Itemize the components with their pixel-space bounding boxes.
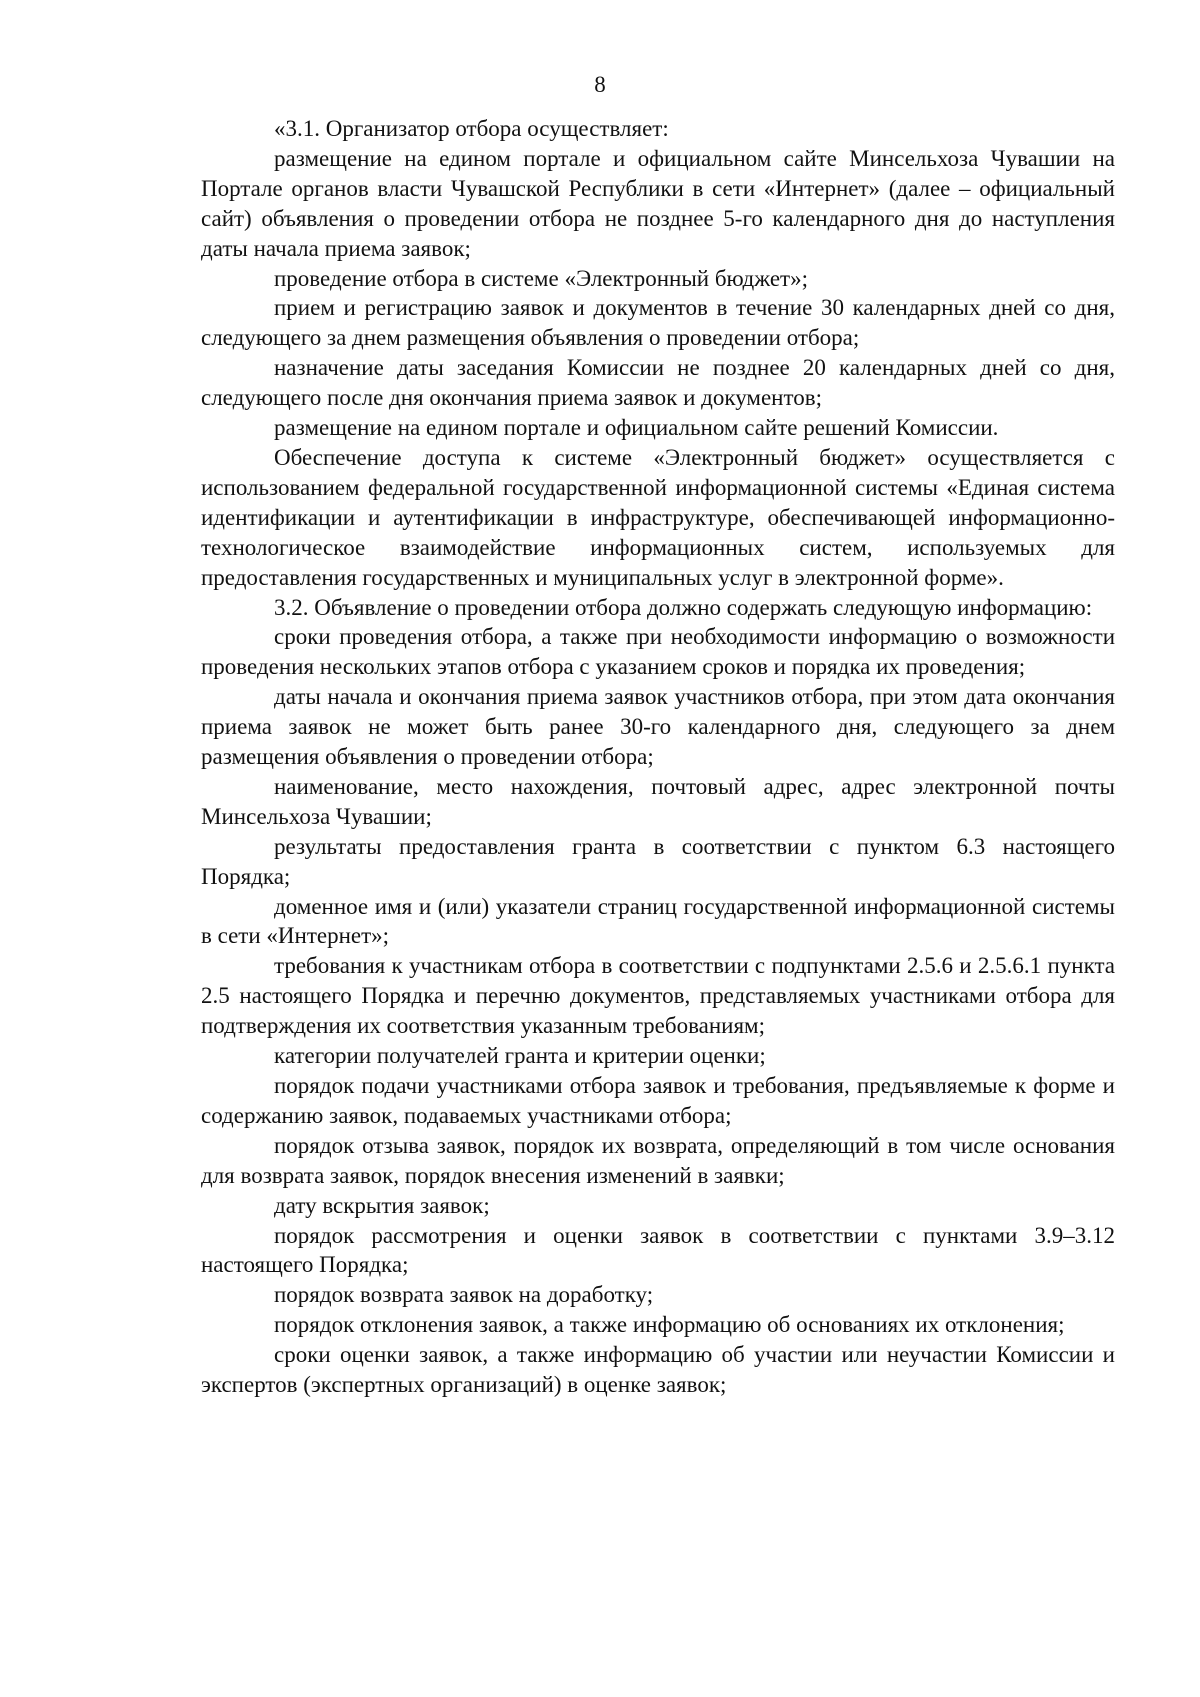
paragraph: порядок отклонения заявок, а также информацию об основаниях их отклонения; — [274, 1312, 1065, 1338]
paragraph: категории получателей гранта и критерии оценки; — [274, 1043, 766, 1069]
paragraph: порядок подачи участниками отбора заявок и требования, предъявляемые к форме и содержанию заявок, подаваемых участниками отбора; — [201, 1073, 1115, 1128]
paragraph: прием и регистрацию заявок и документов в течение 30 календарных дней со дня, следующего за днем размещения объявления о проведении отбора; — [201, 295, 1115, 351]
paragraph: порядок возврата заявок на доработку; — [274, 1282, 654, 1308]
paragraph: сроки оценки заявок, а также информацию об участии или неучастии Комиссии и экспертов (экспертных организаций) в оценке заявок; — [201, 1342, 1115, 1398]
paragraph: результаты предоставления гранта в соответствии с пунктом 6.3 настоящего Порядка; — [201, 833, 1115, 889]
paragraph: наименование, место нахождения, почтовый адрес, адрес электронной почты Минсельхоза Чувашии; — [201, 773, 1115, 829]
paragraph: требования к участникам отбора в соответствии с подпунктами 2.5.6 и 2.5.6.1 пункта 2.5 настоящего Порядка и перечню документов, представляемых участниками отбора для подтверждения их соответствия указанным требованиям; — [201, 953, 1115, 1039]
paragraph: назначение даты заседания Комиссии не позднее 20 календарных дней со дня, следующего после дня окончания приема заявок и документов; — [201, 355, 1115, 411]
paragraph: порядок рассмотрения и оценки заявок в соответствии с пунктами 3.9–3.12 настоящего Порядка; — [201, 1222, 1115, 1278]
paragraph-3-2-heading: 3.2. Объявление о проведении отбора должно содержать следующую информацию: — [274, 594, 1093, 620]
paragraph-3-1-heading: «3.1. Организатор отбора осуществляет: — [274, 116, 669, 141]
document-body — [201, 114, 1115, 1400]
paragraph: порядок отзыва заявок, порядок их возврата, определяющий в том числе основания для возврата заявок, порядок внесения изменений в заявки; — [201, 1132, 1115, 1188]
paragraph: доменное имя и (или) указатели страниц государственной информационной системы в сети «Интернет»; — [201, 893, 1115, 949]
paragraph: Обеспечение доступа к системе «Электронный бюджет» осуществляется с использованием федеральной государственной информационной системы «Единая система идентификации и аутентификации в инфраструктуре, обеспечивающей информационно-технологическое взаимодействие информационных систем, используемых для предоставления государственных и муниципальных услуг в электронной форме». — [201, 444, 1115, 590]
paragraph: проведение отбора в системе «Электронный бюджет»; — [274, 265, 808, 291]
page-number: 8 — [594, 72, 606, 97]
paragraph: даты начала и окончания приема заявок участников отбора, при этом дата окончания приема заявок не может быть ранее 30-го календарного дня, следующего за днем размещения объявления о проведении отбора; — [201, 684, 1115, 770]
paragraph: размещение на едином портале и официальном сайте Минсельхоза Чувашии на Портале органов власти Чувашской Республики в сети «Интернет» (далее – официальный сайт) объявления о проведении отбора не позднее 5-го календарного дня до наступления даты начала приема заявок; — [201, 145, 1115, 261]
paragraph: размещение на едином портале и официальном сайте решений Комиссии. — [274, 415, 999, 441]
paragraph: сроки проведения отбора, а также при необходимости информацию о возможности проведения нескольких этапов отбора с указанием сроков и порядка их проведения; — [201, 624, 1115, 680]
paragraph: дату вскрытия заявок; — [274, 1192, 490, 1218]
